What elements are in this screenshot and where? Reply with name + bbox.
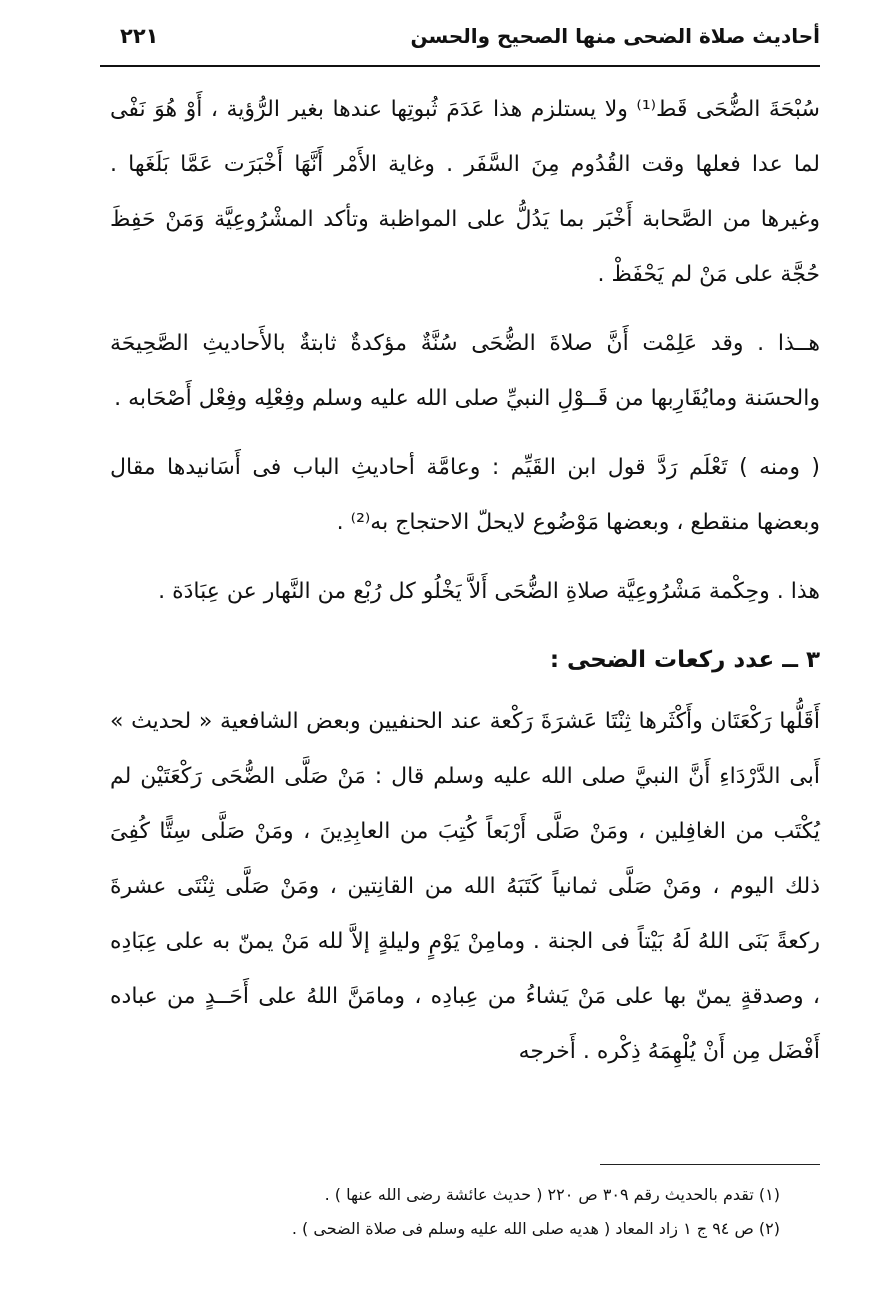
- section-paragraph: أَقَلُّها رَكْعَتَان وأَكْثَرها ثِنْتَا عَشرَةَ رَكْعة عند الحنفيين وبعض الشافعية « لحديث » أَبى الدَّرْدَاءِ أَنَّ النبيَّ صلى الله عليه وسلم قال : مَنْ صَلَّى الضُّحَى رَكْعَتَيْن لم يُكْتَب من الغافِلين ، ومَنْ صَلَّى أَرْبَعاً كُتِبَ من العابِدِينَ ، ومَنْ صَلَّى سِتًّا كُفِىَ ذلك اليوم ، ومَنْ صَلَّى ثمانياً كَتَبَهُ الله من القانِتين ، ومَنْ صَلَّى ثِنْتَى عشرةَ ركعةً بَنَى اللهُ لَهُ بَيْتاً فى الجنة . ومامِنْ يَوْمٍ وليلةٍ إلاَّ لله مَنْ يمنّ به على عِبَادِه ، وصدقةٍ يمنّ بها على مَنْ يَشاءُ من عِبادِه ، ومامَنَّ اللهُ على أَحَــدٍ من عباده أَفْضَل مِن أَنْ يُلْهِمَهُ ذِكْره . أَخرجه: [110, 709, 820, 1064]
- running-header: [100, 16, 820, 64]
- section-heading: ٣ ــ عدد ركعات الضحى :: [549, 647, 820, 673]
- header-rule: [100, 65, 820, 67]
- footnote-rule: [600, 1164, 820, 1165]
- footnotes: [110, 1178, 780, 1246]
- footnote-2: (٢) ص ٩٤ ج ١ زاد المعاد ( هديه صلى الله عليه وسلم فى صلاة الضحى ) .: [291, 1219, 780, 1238]
- paragraph-1: سُبْحَةَ الضُّحَى قَط⁽¹⁾ ولا يستلزم هذا عَدَمَ ثُبوتِها عندها بغير الرُّؤية ، أَوْ هُوَ نَفْى لما عدا فعلها وقت القُدُوم مِنَ السَّفَر . وغاية الأَمْر أَنَّهَا أَخْبَرَت عَمَّا بَلَغَها . وغيرها من الصَّحابة أَخْبَر بما يَدُلُّ على المواظبة وتأكد المشْرُوعِيَّة وَمَنْ حَفِظَ حُجَّة على مَنْ لم يَحْفَظْ .: [110, 97, 820, 287]
- footnote-1: (١) تقدم بالحديث رقم ٣٠٩ ص ٢٢٠ ( حديث عائشة رضى الله عنها ) .: [324, 1185, 780, 1204]
- main-text: [110, 82, 820, 1093]
- paragraph-2: هــذا . وقد عَلِمْت أَنَّ صلاةَ الضُّحَى سُنَّةٌ مؤكدةٌ ثابتةٌ بالأَحاديثِ الصَّحِيحَة والحسَنة ومايُقَارِبها من قَــوْلِ النبيِّ صلى الله عليه وسلم وفِعْلِه وفِعْل أَصْحَابه .: [110, 331, 820, 411]
- paragraph-4: هذا . وحِكْمة مَشْرُوعِيَّة صلاةِ الضُّحَى أَلاَّ يَخْلُو كل رُبْع من النَّهار عن عِبَادَة .: [158, 579, 820, 604]
- running-title: أحاديث صلاة الضحى منها الصحيح والحسن: [410, 24, 820, 48]
- page-number: ٢٢١: [120, 24, 159, 48]
- paragraph-3: ( ومنه ) تَعْلَم رَدَّ قول ابن القَيِّم : وعامَّة أحاديثِ الباب فى أَسَانيدها مقال وبعضها منقطع ، وبعضها مَوْضُوع لايحلّ الاحتجاج به⁽²⁾ .: [110, 455, 820, 535]
